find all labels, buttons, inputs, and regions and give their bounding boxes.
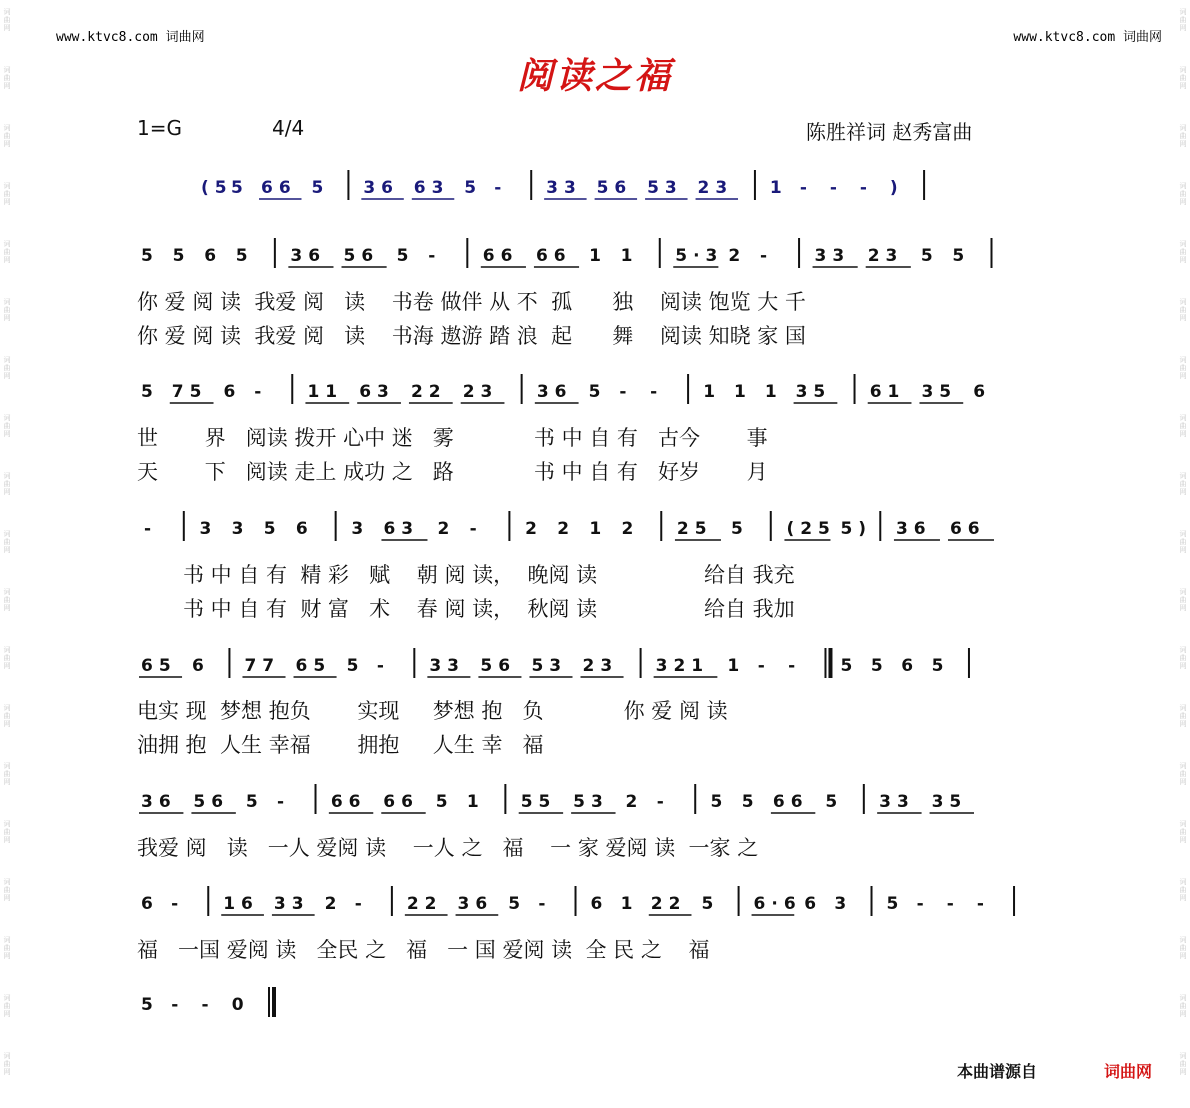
- edge-watermark-text: 词曲网: [1179, 588, 1187, 612]
- note-group: -: [650, 382, 664, 402]
- note-group: 2: [525, 519, 543, 539]
- lyric-s6-1: 福 一国 爱阅 读 全民 之 福 一 国 爱阅 读 全 民 之 福: [137, 938, 710, 962]
- edge-watermark-text: 词曲网: [1179, 182, 1187, 206]
- edge-watermark-text: 词曲网: [3, 356, 11, 380]
- note-group: -: [829, 178, 843, 198]
- edge-watermark-text: 词曲网: [3, 646, 11, 670]
- note-group: 5: [710, 792, 729, 812]
- edge-watermark-text: 词曲网: [1179, 936, 1187, 960]
- footer-source-label: 本曲谱源自: [957, 1062, 1038, 1081]
- note-group: 23: [867, 246, 904, 266]
- note-group: 35: [795, 382, 832, 402]
- edge-watermark-text: 词曲网: [3, 994, 11, 1018]
- note-group: 321: [655, 656, 710, 676]
- note-group: 77: [244, 656, 281, 676]
- note-group: 22: [406, 894, 443, 914]
- edge-watermark-text: 词曲网: [3, 762, 11, 786]
- note-group: 5: [931, 656, 950, 676]
- note-group: 65: [141, 656, 177, 676]
- edge-watermark-text: 词曲网: [3, 298, 11, 322]
- note-group: 5: [235, 246, 254, 266]
- note-group: 5): [840, 519, 873, 539]
- note-group: 23: [582, 656, 619, 676]
- note-group: 66: [772, 792, 809, 812]
- edge-watermark-text: 词曲网: [3, 820, 11, 844]
- note-group: 5: [346, 656, 365, 676]
- edge-watermark-text: 词曲网: [1179, 1052, 1187, 1076]
- note-group: 36: [895, 519, 932, 539]
- note-group: 65: [295, 656, 332, 676]
- edge-watermark-text: 词曲网: [3, 878, 11, 902]
- edge-watermark-text: 词曲网: [3, 414, 11, 438]
- note-group: 6: [804, 894, 823, 914]
- note-group: 56: [193, 792, 230, 812]
- edge-watermark-text: 词曲网: [1179, 240, 1187, 264]
- note-group: 2: [557, 519, 576, 539]
- note-group: -: [254, 382, 268, 402]
- note-group: -: [757, 656, 771, 676]
- note-group: 55: [520, 792, 557, 812]
- note-group: 6: [141, 894, 159, 914]
- note-group: 33: [273, 894, 310, 914]
- key-signature: 1=G: [137, 116, 182, 140]
- note-group: 36: [141, 792, 177, 812]
- edge-watermark-text: 词曲网: [1179, 298, 1187, 322]
- note-group: 5: [588, 382, 607, 402]
- note-group: 6: [192, 656, 210, 676]
- edge-watermark-text: 词曲网: [3, 1052, 11, 1076]
- note-group: 1: [466, 792, 485, 812]
- time-signature: 4/4: [272, 116, 305, 140]
- note-group: 0: [231, 995, 250, 1015]
- note-group: -: [788, 656, 802, 676]
- note-group: 5: [741, 792, 760, 812]
- edge-watermark-text: 词曲网: [3, 8, 11, 32]
- note-group: 5: [172, 246, 191, 266]
- note-group: 5: [141, 382, 159, 402]
- note-group: 1: [703, 382, 722, 402]
- note-group: 5: [464, 178, 483, 198]
- note-group: 6: [901, 656, 920, 676]
- note-group: 63: [359, 382, 395, 402]
- note-group: 6: [295, 519, 314, 539]
- note-group: 5: [435, 792, 454, 812]
- note-group: 1: [764, 382, 783, 402]
- note-group: 5: [396, 246, 415, 266]
- song-title: 阅读之福: [516, 55, 673, 97]
- note-group: -: [799, 178, 813, 198]
- edge-watermark-text: 词曲网: [1179, 66, 1187, 90]
- note-group: 66: [330, 792, 367, 812]
- note-group: 1: [620, 894, 639, 914]
- edge-watermark-text: 词曲网: [1179, 994, 1187, 1018]
- edge-watermark-text: 词曲网: [3, 66, 11, 90]
- note-group: 3: [351, 519, 370, 539]
- note-group: 1: [734, 382, 752, 402]
- note-group: 5: [730, 519, 749, 539]
- note-group: 5: [870, 656, 889, 676]
- note-group: 2: [728, 246, 747, 266]
- note-group: 36: [457, 894, 494, 914]
- note-group: 5: [141, 246, 159, 266]
- lyric-s1-2: 你 爱 阅 读 我爱 阅 读 书海 遨游 踏 浪 起 舞 阅读 知晓 家 国: [137, 324, 806, 348]
- note-group: 5: [825, 792, 844, 812]
- note-group: (5: [201, 178, 233, 198]
- lyric-s3-2: 书 中 自 有 财 富 术 春 阅 读， 秋阅 读 给自 我加: [183, 597, 795, 621]
- edge-watermark-text: 词曲网: [1179, 356, 1187, 380]
- note-group: 36: [363, 178, 400, 198]
- note-group: 75: [171, 382, 208, 402]
- note-group: 66: [949, 519, 986, 539]
- note-group: 66: [535, 246, 572, 266]
- note-group: 1: [727, 656, 746, 676]
- note-group: -: [494, 178, 508, 198]
- note-group: 33: [879, 792, 915, 812]
- note-group: 5: [141, 995, 159, 1015]
- note-group: 3: [834, 894, 853, 914]
- note-group: -: [976, 894, 990, 914]
- site-watermark-right[interactable]: www.ktvc8.com 词曲网: [1013, 30, 1162, 45]
- edge-watermark-text: 词曲网: [1179, 530, 1187, 554]
- note-group: -: [859, 178, 873, 198]
- note-group: 5: [245, 792, 264, 812]
- note-group: 6: [590, 894, 609, 914]
- note-group: 33: [814, 246, 851, 266]
- note-group: 53: [573, 792, 609, 812]
- edge-watermark-text: 词曲网: [1179, 646, 1187, 670]
- note-group: 22: [650, 894, 687, 914]
- note-group: (25: [786, 519, 836, 539]
- note-group: 53: [647, 178, 683, 198]
- edge-watermark-text: 词曲网: [1179, 414, 1187, 438]
- note-group: 53: [531, 656, 568, 676]
- note-group: 33: [546, 178, 582, 198]
- note-group: 2: [625, 792, 644, 812]
- edge-watermark-text: 词曲网: [1179, 704, 1187, 728]
- note-group: 11: [307, 382, 344, 402]
- note-group: 5: [311, 178, 330, 198]
- edge-watermark-text: 词曲网: [1179, 878, 1187, 902]
- note-group: 3: [199, 519, 218, 539]
- note-group: 2: [437, 519, 456, 539]
- note-group: 16: [223, 894, 259, 914]
- edge-watermark-text: 词曲网: [1179, 762, 1187, 786]
- edge-watermark-text: 词曲网: [3, 936, 11, 960]
- lyric-s4-2: 油拥 抱 人生 幸福 拥抱 人生 幸 福: [137, 733, 544, 757]
- note-group: 35: [931, 792, 968, 812]
- note-group: 5: [263, 519, 282, 539]
- note-group: -: [277, 792, 291, 812]
- note-group: 2: [324, 894, 343, 914]
- note-group: 66: [261, 178, 297, 198]
- note-group: 5: [701, 894, 720, 914]
- lyric-s2-2: 天 下 阅读 走上 成功 之 路 书 中 自 有 好岁 月: [137, 460, 768, 484]
- note-group: -: [376, 656, 390, 676]
- note-group: 2: [621, 519, 640, 539]
- note-group: 63: [413, 178, 450, 198]
- note-group: 33: [429, 656, 466, 676]
- note-group: 36: [536, 382, 573, 402]
- note-group: 5: [920, 246, 939, 266]
- note-group: 23: [462, 382, 499, 402]
- note-group: -: [469, 519, 483, 539]
- note-group: 3: [231, 519, 250, 539]
- note-group: -: [171, 995, 185, 1015]
- note-group: 61: [869, 382, 906, 402]
- note-group: -: [171, 894, 185, 914]
- edge-watermark-text: 词曲网: [1179, 820, 1187, 844]
- lyric-s5-1: 我爱 阅 读 一人 爱阅 读 一人 之 福 一 家 爱阅 读 一家 之: [137, 836, 759, 860]
- note-group: -: [619, 382, 633, 402]
- note-group: 5: [231, 178, 249, 198]
- edge-watermark-text: 词曲网: [3, 704, 11, 728]
- note-group: -: [759, 246, 774, 266]
- edge-watermark-text: 词曲网: [3, 240, 11, 264]
- note-group: 6: [223, 382, 242, 402]
- note-group: 63: [383, 519, 420, 539]
- note-group: 5: [508, 894, 527, 914]
- lyric-s4-1: 电实 现 梦想 抱负 实现 梦想 抱 负 你 爱 阅 读: [137, 699, 728, 723]
- note-group: 1: [620, 246, 639, 266]
- note-group: 1: [589, 519, 608, 539]
- note-group: 5: [840, 656, 859, 676]
- note-group: 66: [482, 246, 519, 266]
- note-group: -: [656, 792, 670, 812]
- note-group: ): [889, 178, 904, 198]
- note-group: 35: [921, 382, 958, 402]
- note-group: 5: [952, 246, 971, 266]
- note-group: 6·6: [753, 894, 802, 914]
- edge-watermark-text: 词曲网: [3, 472, 11, 496]
- edge-watermark-text: 词曲网: [1179, 472, 1187, 496]
- note-group: 6: [973, 382, 992, 402]
- note-group: 5·3: [675, 246, 724, 266]
- note-group: 1: [769, 178, 788, 198]
- note-group: 25: [676, 519, 713, 539]
- note-group: -: [144, 519, 158, 539]
- note-group: 56: [480, 656, 517, 676]
- credits: 陈胜祥词 赵秀富曲: [806, 120, 973, 144]
- note-group: -: [428, 246, 442, 266]
- edge-watermark-text: 词曲网: [3, 182, 11, 206]
- note-group: 66: [383, 792, 419, 812]
- lyric-s2-1: 世 界 阅读 拨开 心中 迷 雾 书 中 自 有 古今 事: [137, 426, 768, 450]
- note-group: 6: [204, 246, 223, 266]
- note-group: -: [354, 894, 368, 914]
- note-group: 56: [596, 178, 633, 198]
- note-group: -: [201, 995, 215, 1015]
- lyric-s1-1: 你 爱 阅 读 我爱 阅 读 书卷 做伴 从 不 孤 独 阅读 饱览 大 千: [137, 290, 806, 314]
- note-group: 1: [589, 246, 607, 266]
- footer-source-link[interactable]: 词曲网: [1104, 1062, 1153, 1081]
- note-group: 22: [410, 382, 447, 402]
- edge-watermark-text: 词曲网: [1179, 8, 1187, 32]
- edge-watermark-text: 词曲网: [3, 124, 11, 148]
- note-group: -: [538, 894, 552, 914]
- note-group: -: [946, 894, 960, 914]
- edge-watermark-text: 词曲网: [3, 530, 11, 554]
- note-group: -: [916, 894, 930, 914]
- note-group: 36: [290, 246, 327, 266]
- site-watermark-left[interactable]: www.ktvc8.com 词曲网: [56, 30, 205, 45]
- lyric-s3-1: 书 中 自 有 精 彩 赋 朝 阅 读， 晚阅 读 给自 我充: [183, 563, 795, 587]
- edge-watermark-text: 词曲网: [1179, 124, 1187, 148]
- note-group: 23: [697, 178, 734, 198]
- note-group: 5: [886, 894, 905, 914]
- note-group: 56: [343, 246, 380, 266]
- edge-watermark-text: 词曲网: [3, 588, 11, 612]
